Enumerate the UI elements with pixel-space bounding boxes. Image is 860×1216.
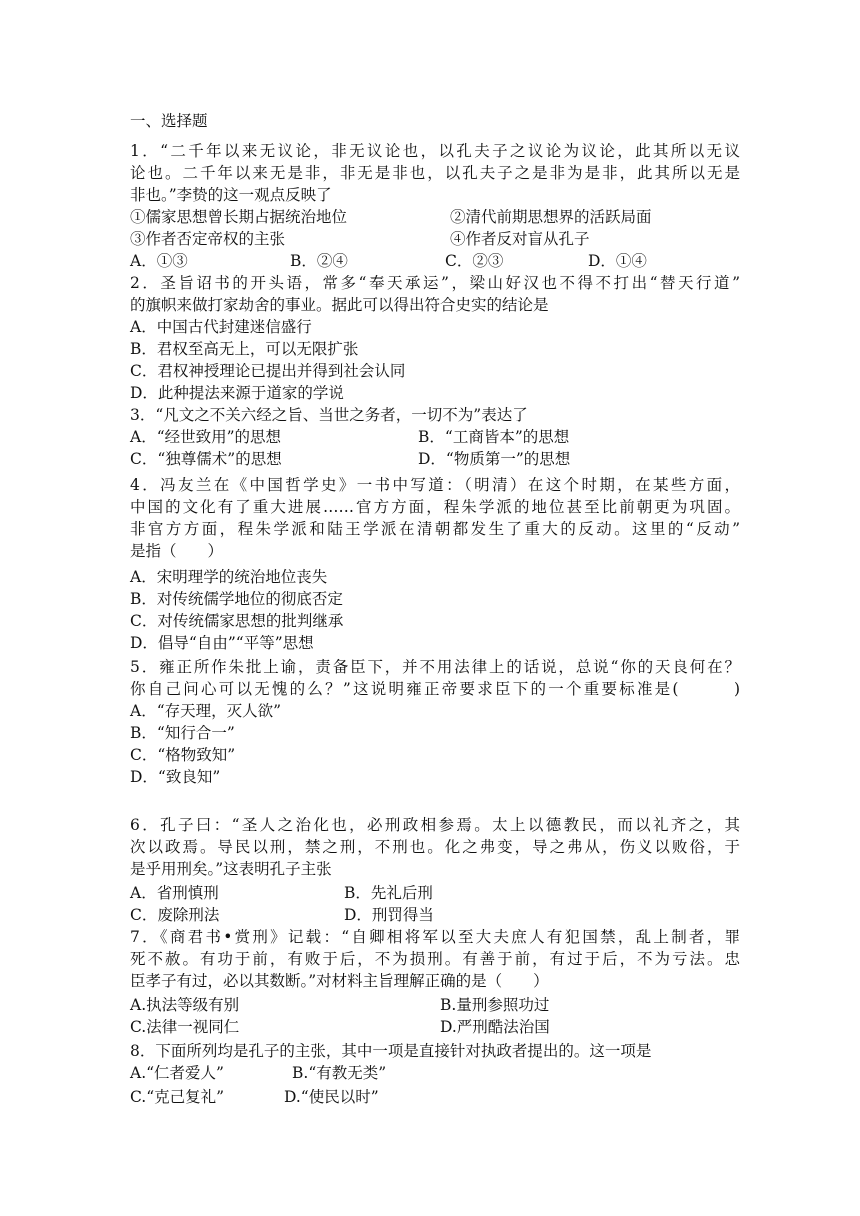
q7-option-a: A.执法等级有别 [130,996,240,1014]
q1-statement-3: ③作者否定帝权的主张 [130,230,286,248]
q3-option-a: A．“经世致用”的思想 [130,428,282,446]
q4-option-d: D．倡导“自由”“平等”思想 [130,634,314,652]
q1-statement-2: ②清代前期思想界的活跃局面 [450,208,652,226]
q3-option-d: D．“物质第一”的思想 [418,450,571,468]
q4-stem-line1: 4．冯友兰在《中国哲学史》一书中写道：（明清）在这个时期，在某些方面， [130,476,740,494]
q4-option-b: B．对传统儒学地位的彻底否定 [130,590,343,608]
q8-option-b: B.“有教无类” [292,1064,387,1082]
q1-stem-line2: 论也。二千年以来无是非，非无是非也，以孔夫子之是非为是非，此其所以无是 [130,164,740,182]
q6-option-a: A．省刑慎刑 [130,884,219,902]
q6-option-c: C．废除刑法 [130,906,220,924]
q2-stem-line1: 2．圣旨诏书的开头语，常多“奉天承运”，梁山好汉也不得不打出“替天行道” [130,274,740,292]
q2-option-d: D．此种提法来源于道家的学说 [130,384,344,402]
q4-stem-line4: 是指（ ） [130,542,224,560]
q1-stem-line1: 1．“二千年以来无议论，非无议论也，以孔夫子之议论为议论，此其所以无议 [130,142,740,160]
q4-option-c: C．对传统儒家思想的批判继承 [130,612,344,630]
q1-option-c: C．②③ [445,252,504,270]
q1-statement-1: ①儒家思想曾长期占据统治地位 [130,208,348,226]
q5-option-c: C．“格物致知” [130,746,236,764]
q3-option-b: B．“工商皆本”的思想 [418,428,570,446]
q1-option-d: D．①④ [588,252,647,270]
q7-stem-line3: 臣孝子有过，必以其数断。”对材料主旨理解正确的是（ ） [130,972,549,990]
q1-option-b: B．②④ [290,252,348,270]
q3-option-c: C．“独尊儒术”的思想 [130,450,282,468]
q8-stem-line1: 8．下面所列均是孔子的主张，其中一项是直接针对执政者提出的。这一项是 [130,1042,652,1060]
q6-stem-line2: 次以政焉。导民以刑，禁之刑，不刑也。化之弗变，导之弗从，伤义以败俗，于 [130,838,740,856]
q6-option-d: D．刑罚得当 [344,906,434,924]
q6-option-b: B．先礼后刑 [344,884,433,902]
q7-stem-line2: 死不赦。有功于前，有败于后，不为损刑。有善于前，有过于后，不为亏法。忠 [130,950,740,968]
q7-option-c: C.法律一视同仁 [130,1018,240,1036]
q1-option-a: A．①③ [130,252,188,270]
q1-stem-line3: 非也。”李贽的这一观点反映了 [130,186,332,204]
q8-option-c: C.“克己复礼” [130,1088,225,1106]
q2-option-a: A．中国古代封建迷信盛行 [130,318,312,336]
q5-option-a: A．“存天理，灭人欲” [130,702,282,720]
q6-stem-line3: 是乎用刑矣。”这表明孔子主张 [130,860,332,878]
q7-stem-line1: 7．《商君书•赏刑》记载：“自卿相将军以至大夫庶人有犯国禁，乱上制者，罪 [130,928,740,946]
q4-option-a: A．宋明理学的统治地位丧失 [130,568,328,586]
q2-option-c: C．君权神授理论已提出并得到社会认同 [130,362,406,380]
q5-option-b: B．“知行合一” [130,724,235,742]
q2-option-b: B．君权至高无上，可以无限扩张 [130,340,359,358]
q1-statement-4: ④作者反对盲从孔子 [450,230,590,248]
q8-option-d: D.“使民以时” [284,1088,379,1106]
q5-option-d: D．“致良知” [130,768,221,786]
q4-stem-line2: 中国的文化有了重大进展……官方方面，程朱学派的地位甚至比前朝更为巩固。 [130,498,740,516]
q5-stem-line2: 你自己问心可以无愧的么？”这说明雍正帝要求臣下的一个重要标准是( ) [130,680,740,698]
q5-stem-line1: 5．雍正所作朱批上谕，责备臣下，并不用法律上的话说，总说“你的天良何在？ [130,658,740,676]
q6-stem-line1: 6．孔子曰：“圣人之治化也，必刑政相参焉。太上以德教民，而以礼齐之，其 [130,816,740,834]
q7-option-b: B.量刑参照功过 [440,996,550,1014]
q3-stem-line1: 3．“凡文之不关六经之旨、当世之务者，一切不为”表达了 [130,406,528,424]
q4-stem-line3: 非官方方面，程朱学派和陆王学派在清朝都发生了重大的反动。这里的“反动” [130,520,740,538]
q8-option-a: A.“仁者爱人” [130,1064,224,1082]
q2-stem-line2: 的旗帜来做打家劫舍的事业。据此可以得出符合史实的结论是 [130,296,549,314]
section-title: 一、选择题 [130,112,208,130]
q7-option-d: D.严刑酷法治国 [440,1018,550,1036]
